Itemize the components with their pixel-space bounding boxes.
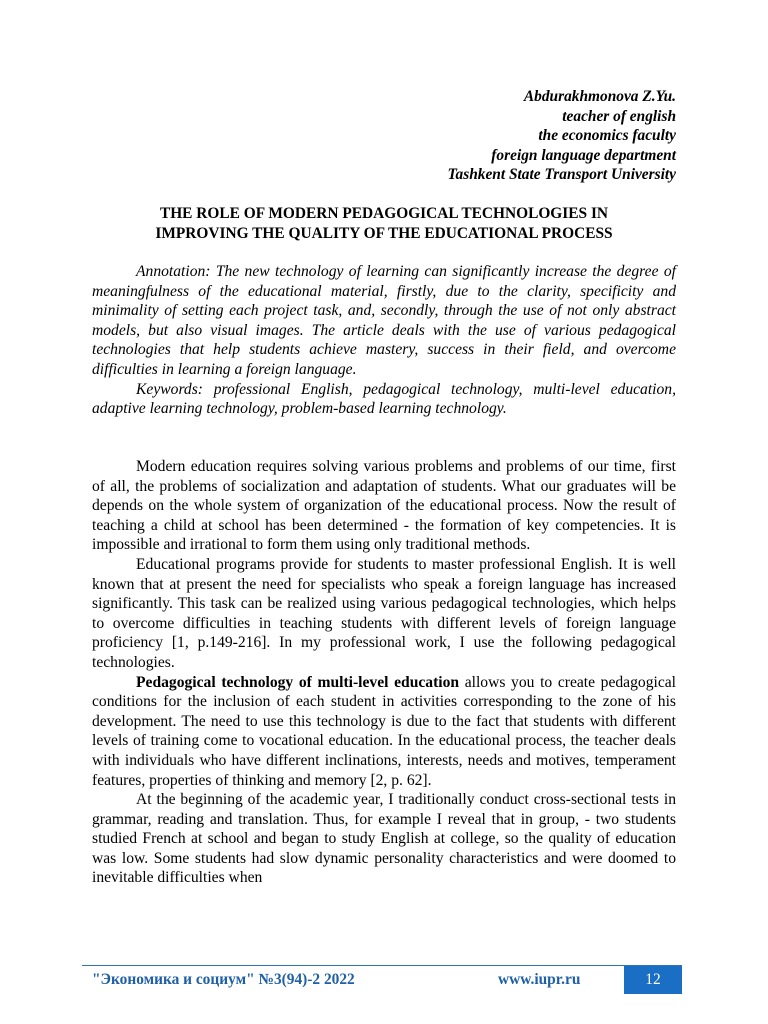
paragraph-3-bold-term: Pedagogical technology of multi-level education	[136, 673, 460, 691]
title-line-2: IMPROVING THE QUALITY OF THE EDUCATIONAL PROCESS	[155, 224, 613, 242]
page-number: 12	[624, 966, 682, 994]
author-position: teacher of english	[562, 107, 676, 125]
annotation-paragraph: Annotation: The new technology of learning can significantly increase the degree of meaningfulness of the educational material, firstly, due to the clarity, specificity and minimality of setting each project task, and, secondly, through the use of not only abstract models, but also visual images. The article deals with the use of various pedagogical technologies that help students achieve mastery, success in their field, and overcome difficulties in learning a foreign language.	[92, 263, 676, 378]
annotation-section	[92, 262, 676, 419]
footer-rule	[82, 965, 682, 966]
paragraph-3-text: allows you to create pedagogical conditions for the inclusion of each student in activities corresponding to the zone of his development. The need to use this technology is due to the fact that students with different levels of training come to vocational education. In the educational process, the teacher deals with individuals who have different inclinations, interests, needs and motives, temperament features, properties of thinking and memory [2, p. 62].	[92, 673, 677, 789]
footer-url-link[interactable]: www.iupr.ru	[498, 971, 581, 988]
body-paragraph-2: Educational programs provide for students to master professional English. It is well known that at present the need for specialists who speak a foreign language has increased significantly. This task can be realized using various pedagogical technologies, which helps to overcome difficulties in teaching students with different levels of foreign language proficiency [1, p.149-216]. In my professional work, I use the following pedagogical technologies.	[92, 555, 676, 671]
body-paragraph-4: At the beginning of the academic year, I traditionally conduct cross-sectional tests in grammar, reading and translation. Thus, for example I reveal that in group, - two students studied French at school and began to study English at college, so the quality of education was low. Some students had slow dynamic personality characteristics and were doomed to inevitable difficulties when	[92, 791, 676, 887]
author-department: foreign language department	[491, 146, 676, 164]
article-title	[92, 204, 676, 244]
main-body	[92, 457, 676, 888]
author-name: Abdurakhmonova Z.Yu.	[523, 88, 676, 105]
body-paragraph-1: Modern education requires solving various problems and problems of our time, first of all, the problems of socialization and adaptation of students. What our graduates will be depends on the whole system of organization of the educational process. Now the result of teaching a child at school has been determined - the formation of key competencies. It is impossible and irrational to form them using only traditional methods.	[92, 458, 676, 554]
author-faculty: the economics faculty	[538, 127, 676, 145]
author-university: Tashkent State Transport University	[447, 166, 676, 184]
author-block	[448, 87, 676, 185]
title-line-1: THE ROLE OF MODERN PEDAGOGICAL TECHNOLOGIES IN	[159, 205, 609, 222]
footer-journal: "Экономика и социум" №3(94)-2 2022	[92, 971, 355, 988]
body-paragraph-3	[92, 673, 676, 791]
keywords-paragraph: Keywords: professional English, pedagogical technology, multi-level education, adaptive learning technology, problem-based learning technology.	[92, 380, 676, 418]
